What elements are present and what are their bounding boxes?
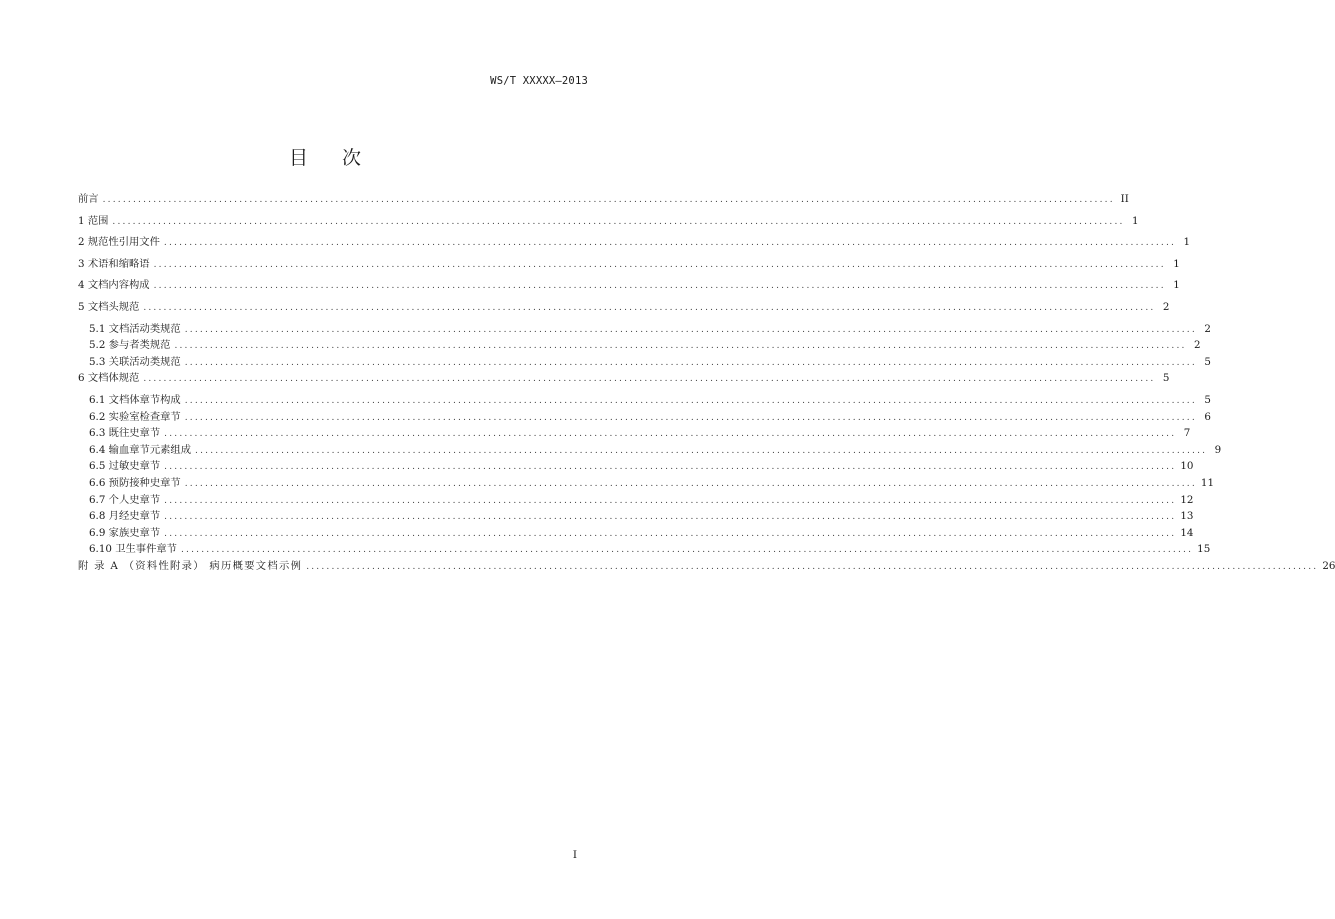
toc-entry-page: 11: [1200, 476, 1215, 489]
toc-entry-page: 5: [1162, 372, 1170, 385]
toc-entry[interactable]: [78, 322, 1211, 340]
toc-dot-leader: ........................................................................................................................................................................................................: [174, 341, 1187, 352]
toc-entry-label: 6.8 月经史章节: [89, 510, 161, 523]
toc-entry-label: 6 文档体规范: [78, 372, 140, 385]
toc-entry[interactable]: [78, 339, 1201, 356]
toc-entry[interactable]: [78, 257, 1180, 280]
toc-entry[interactable]: [78, 493, 1194, 511]
toc-entry[interactable]: [78, 236, 1191, 258]
toc-entry-page: 7: [1183, 427, 1191, 440]
toc-entry-label: 6.3 既往史章节: [89, 427, 161, 440]
table-of-contents: [78, 193, 1335, 581]
toc-entry-page: 5: [1204, 393, 1211, 406]
toc-dot-leader: ........................................................................................................................................................................................................: [184, 412, 1197, 423]
toc-entry-page: II: [1120, 193, 1129, 205]
toc-dot-leader: ........................................................................................................................................................................................................: [306, 561, 1319, 572]
toc-entry-label: 6.6 预防接种史章节: [89, 476, 181, 489]
toc-entry-label: 6.2 实验室检查章节: [89, 410, 181, 423]
toc-entry-page: 26: [1322, 559, 1335, 572]
toc-dot-leader: ........................................................................................................................................................................................................: [164, 528, 1177, 539]
toc-dot-leader: ........................................................................................................................................................................................................: [143, 302, 1156, 313]
toc-entry[interactable]: [78, 300, 1170, 323]
toc-dot-leader: ........................................................................................................................................................................................................: [163, 238, 1177, 249]
toc-entry[interactable]: [78, 476, 1215, 494]
toc-entry-page: 5: [1204, 355, 1211, 368]
toc-entry[interactable]: [78, 393, 1211, 411]
toc-entry-label: 6.5 过敏史章节: [89, 460, 161, 473]
toc-dot-leader: ........................................................................................................................................................................................................: [184, 357, 1197, 368]
toc-entry-page: 2: [1204, 322, 1211, 335]
toc-entry-page: 12: [1180, 493, 1194, 506]
toc-entry[interactable]: [78, 443, 1222, 461]
toc-dot-leader: ........................................................................................................................................................................................................: [153, 281, 1166, 292]
toc-entry-label: 6.10 卫生事件章节: [89, 543, 177, 556]
toc-entry[interactable]: [78, 543, 1211, 560]
toc-dot-leader: ........................................................................................................................................................................................................: [164, 429, 1177, 440]
toc-dot-leader: ........................................................................................................................................................................................................: [184, 324, 1197, 335]
toc-entry-label: 6.9 家族史章节: [89, 526, 161, 539]
toc-entry-page: 1: [1183, 236, 1191, 249]
toc-entry[interactable]: [78, 559, 1335, 582]
toc-entry[interactable]: [78, 214, 1139, 237]
toc-entry-label: 6.4 输血章节元素组成: [89, 443, 192, 456]
toc-entry[interactable]: [78, 460, 1194, 477]
toc-entry-label: 6.1 文档体章节构成: [89, 393, 181, 406]
toc-entry-label: 5.1 文档活动类规范: [89, 322, 181, 335]
toc-entry-page: 13: [1180, 510, 1194, 523]
toc-entry-page: 1: [1132, 214, 1139, 227]
toc-entry[interactable]: [78, 355, 1211, 373]
toc-entry-page: 6: [1204, 410, 1211, 423]
toc-entry-page: 2: [1194, 339, 1201, 352]
toc-entry-label: 2 规范性引用文件: [78, 236, 160, 249]
toc-entry-label: 1 范围: [78, 214, 109, 227]
toc-dot-leader: ........................................................................................................................................................................................................: [164, 495, 1177, 506]
toc-entry-page: 9: [1214, 443, 1222, 456]
document-code: WS/T XXXXX—2013: [490, 75, 588, 87]
toc-entry-label: 3 术语和缩略语: [78, 257, 150, 270]
toc-entry-label: 5 文档头规范: [78, 300, 140, 313]
toc-entry-label: 5.2 参与者类规范: [89, 339, 171, 352]
toc-entry-page: 1: [1173, 279, 1180, 292]
toc-dot-leader: ........................................................................................................................................................................................................: [112, 216, 1125, 227]
toc-entry[interactable]: [78, 427, 1191, 444]
toc-entry[interactable]: [78, 193, 1129, 215]
toc-dot-leader: ........................................................................................................................................................................................................: [143, 374, 1156, 385]
toc-entry-page: 14: [1180, 526, 1194, 539]
toc-entry-page: 15: [1197, 543, 1211, 556]
toc-entry[interactable]: [78, 526, 1194, 544]
toc-dot-leader: ........................................................................................................................................................................................................: [180, 545, 1194, 556]
toc-entry-page: 2: [1162, 300, 1170, 313]
toc-dot-leader: ........................................................................................................................................................................................................: [184, 395, 1197, 406]
toc-entry-label: 前言: [78, 193, 99, 205]
toc-dot-leader: ........................................................................................................................................................................................................: [102, 195, 1115, 205]
toc-entry[interactable]: [78, 279, 1180, 301]
page-number: I: [572, 849, 577, 861]
toc-entry-page: 1: [1173, 257, 1180, 270]
toc-entry[interactable]: [78, 510, 1194, 527]
toc-entry-page: 10: [1180, 460, 1194, 473]
toc-dot-leader: ........................................................................................................................................................................................................: [153, 259, 1166, 270]
toc-entry-label: 4 文档内容构成: [78, 279, 150, 292]
toc-entry-label: 6.7 个人史章节: [89, 493, 161, 506]
toc-dot-leader: ........................................................................................................................................................................................................: [184, 478, 1197, 489]
toc-dot-leader: ........................................................................................................................................................................................................: [164, 462, 1177, 473]
page-title: 目 次: [288, 147, 376, 169]
toc-entry-label: 附 录 A （资料性附录） 病历概要文档示例: [78, 559, 303, 572]
toc-entry-label: 5.3 关联活动类规范: [89, 355, 181, 368]
toc-entry[interactable]: [78, 410, 1211, 428]
toc-dot-leader: ........................................................................................................................................................................................................: [164, 512, 1177, 523]
toc-entry[interactable]: [78, 372, 1170, 394]
toc-dot-leader: ........................................................................................................................................................................................................: [195, 445, 1208, 456]
